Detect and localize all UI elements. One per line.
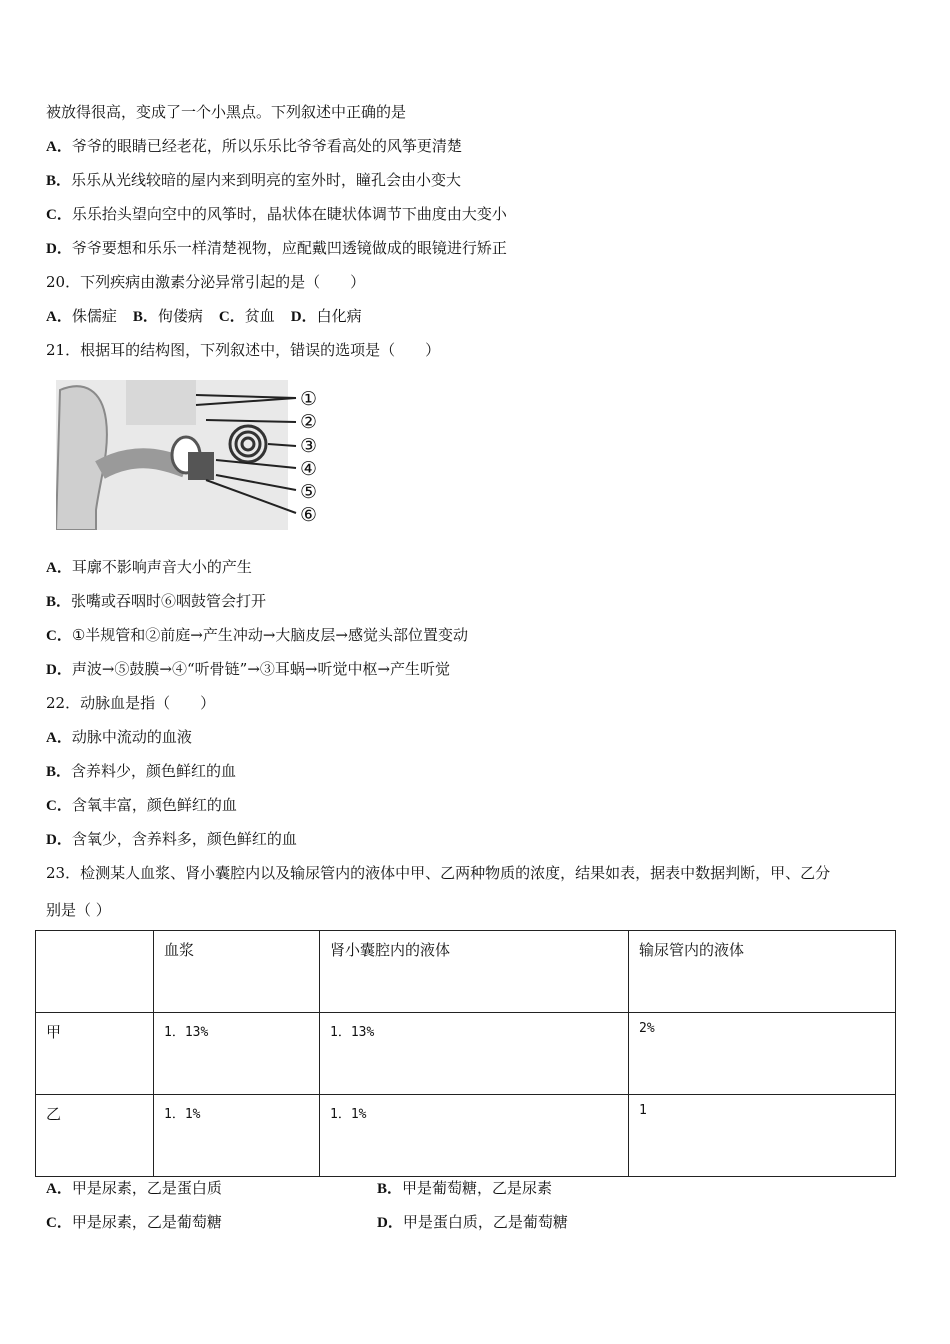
- figure-label-5: ⑤: [300, 481, 318, 503]
- table-cell: 甲: [36, 1013, 154, 1095]
- figure-label-3: ③: [300, 435, 318, 457]
- q23-option-b[interactable]: [377, 1178, 552, 1199]
- option-text: 甲是尿素，乙是葡萄糖: [71, 1213, 222, 1231]
- q23-stem-line1: 23．检测某人血浆、肾小囊腔内以及输尿管内的液体中甲、乙两种物质的浓度，结果如表，据表中数据判断，甲、乙分: [46, 864, 831, 882]
- figure-label-1: ①: [300, 388, 318, 410]
- option-text: 乐乐从光线较暗的屋内来到明亮的室外时，瞳孔会由小变大: [71, 171, 462, 189]
- option-label: B．: [46, 173, 72, 189]
- option-text: 佝偻病: [157, 307, 203, 325]
- q22-option-d[interactable]: [46, 829, 297, 850]
- table-cell: 2%: [629, 1013, 896, 1095]
- option-text: 贫血: [244, 307, 275, 325]
- table-cell: 1．1%: [320, 1095, 629, 1177]
- option-label: C．: [218, 309, 245, 325]
- table-cell: 1．1%: [154, 1095, 320, 1177]
- ear-structure-figure: [56, 380, 328, 530]
- option-label: A．: [46, 1181, 72, 1197]
- concentration-table: [35, 930, 896, 1177]
- option-label: C．: [46, 798, 72, 814]
- option-label: A．: [46, 730, 72, 746]
- option-text: 含氧少，含养料多，颜色鲜红的血: [71, 830, 297, 848]
- table-cell: 乙: [36, 1095, 154, 1177]
- option-label: B．: [377, 1181, 403, 1197]
- option-label: B．: [46, 764, 72, 780]
- q20-option-a[interactable]: [46, 307, 117, 325]
- option-text: 耳廓不影响声音大小的产生: [71, 558, 252, 576]
- option-text: 甲是尿素，乙是蛋白质: [71, 1179, 222, 1197]
- option-label: D．: [46, 832, 72, 848]
- q23-option-d[interactable]: [377, 1212, 568, 1233]
- option-text: 甲是蛋白质，乙是葡萄糖: [402, 1213, 568, 1231]
- table-row: [36, 1095, 896, 1177]
- q19-option-d[interactable]: [46, 238, 507, 259]
- option-text: 甲是葡萄糖，乙是尿素: [402, 1179, 553, 1197]
- q23-option-a[interactable]: [46, 1178, 222, 1199]
- option-label: D．: [46, 241, 72, 257]
- option-text: 白化病: [316, 307, 362, 325]
- q19-stem-end: 被放得很高，变成了一个小黑点。下列叙述中正确的是: [46, 103, 407, 121]
- option-label: C．: [46, 207, 72, 223]
- option-label: B．: [46, 594, 72, 610]
- q23-option-c[interactable]: [46, 1212, 222, 1233]
- q20-option-b[interactable]: [133, 307, 203, 325]
- q21-option-c[interactable]: [46, 625, 468, 646]
- table-row: [36, 1013, 896, 1095]
- table-header-cell: 输尿管内的液体: [629, 931, 896, 1013]
- q19-option-c[interactable]: [46, 204, 507, 225]
- option-text: 侏儒症: [71, 307, 117, 325]
- option-label: D．: [377, 1215, 403, 1231]
- skull-bone-shape: [126, 380, 196, 425]
- option-label: C．: [46, 628, 72, 644]
- q19-option-b[interactable]: [46, 170, 461, 191]
- option-text: ①半规管和②前庭→产生冲动→大脑皮层→感觉头部位置变动: [71, 626, 468, 644]
- option-text: 爷爷的眼睛已经老花，所以乐乐比爷爷看高处的风筝更清楚: [71, 137, 462, 155]
- option-text: 动脉中流动的血液: [71, 728, 192, 746]
- option-label: A．: [46, 560, 72, 576]
- option-label: D．: [290, 309, 317, 325]
- q20-option-d[interactable]: [291, 307, 362, 325]
- option-text: 张嘴或吞咽时⑥咽鼓管会打开: [71, 592, 267, 610]
- table-cell: 1: [629, 1095, 896, 1177]
- q21-stem: 21．根据耳的结构图，下列叙述中，错误的选项是（ ）: [46, 341, 441, 359]
- q20-options: [46, 306, 362, 327]
- q22-stem: 22．动脉血是指（ ）: [46, 694, 216, 712]
- figure-label-6: ⑥: [300, 504, 318, 526]
- q22-option-a[interactable]: [46, 727, 192, 748]
- q20-stem: 20．下列疾病由激素分泌异常引起的是（ ）: [46, 273, 366, 291]
- table-header-cell: 肾小囊腔内的液体: [320, 931, 629, 1013]
- figure-label-2: ②: [300, 411, 318, 433]
- option-label: C．: [46, 1215, 72, 1231]
- option-text: 含养料少，颜色鲜红的血: [71, 762, 237, 780]
- table-header-cell: 血浆: [154, 931, 320, 1013]
- option-text: 声波→⑤鼓膜→④“听骨链”→③耳蜗→听觉中枢→产生听觉: [71, 660, 451, 678]
- option-label: B．: [132, 309, 158, 325]
- q21-option-d[interactable]: [46, 659, 450, 680]
- q23-stem-line2: 别是（ ）: [46, 901, 111, 919]
- table-header-cell: [36, 931, 154, 1013]
- q22-option-c[interactable]: [46, 795, 237, 816]
- table-cell: 1．13%: [154, 1013, 320, 1095]
- q19-option-a[interactable]: [46, 136, 462, 157]
- option-text: 含氧丰富，颜色鲜红的血: [71, 796, 237, 814]
- q22-option-b[interactable]: [46, 761, 236, 782]
- option-label: A．: [46, 139, 72, 155]
- q21-option-b[interactable]: [46, 591, 266, 612]
- table-header-row: [36, 931, 896, 1013]
- q21-option-a[interactable]: [46, 557, 252, 578]
- figure-label-4: ④: [300, 458, 318, 480]
- option-label: D．: [46, 662, 72, 678]
- option-text: 乐乐抬头望向空中的风筝时，晶状体在睫状体调节下曲度由大变小: [71, 205, 507, 223]
- option-label: A．: [46, 309, 72, 325]
- q20-option-c[interactable]: [219, 307, 275, 325]
- eardrum-shape: [188, 452, 214, 480]
- option-text: 爷爷要想和乐乐一样清楚视物，应配戴凹透镜做成的眼镜进行矫正: [71, 239, 507, 257]
- table-cell: 1．13%: [320, 1013, 629, 1095]
